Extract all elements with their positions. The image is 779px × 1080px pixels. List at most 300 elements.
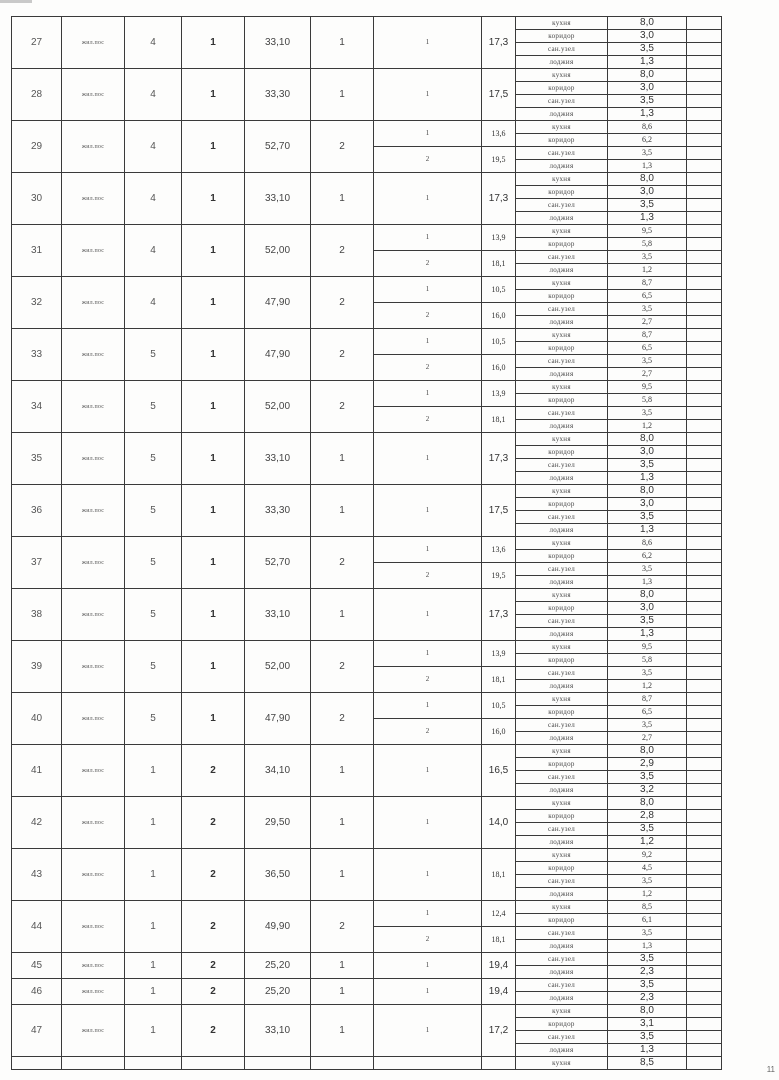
aux-room-area: 8,5 [608,1057,687,1070]
rooms-count-cell: 1 [311,589,374,641]
aux-room-area: 9,5 [608,641,687,654]
floor-cell: 4 [125,121,182,173]
table-row [12,173,722,186]
aux-room-name: сан.узел [516,95,608,108]
room-area-cell: 17,2 [482,1005,516,1057]
table-row [12,797,722,810]
aux-room-name: коридор [516,290,608,303]
empty-cell [687,602,722,615]
aux-room-area: 3,0 [608,446,687,459]
aux-room-area: 6,5 [608,706,687,719]
room-index-cell: 2 [374,251,482,277]
empty-cell [687,108,722,121]
section-cell: 1 [182,329,245,381]
aux-room-name: кухня [516,693,608,706]
floor-cell: 1 [125,979,182,1005]
room-index-cell: 1 [374,121,482,147]
empty-cell [125,1057,182,1070]
aux-room-name: кухня [516,121,608,134]
empty-cell [687,927,722,940]
aux-room-area: 3,5 [608,147,687,160]
aux-room-area: 3,5 [608,407,687,420]
room-index-cell: 2 [374,563,482,589]
section-cell: 1 [182,433,245,485]
aux-room-area: 3,5 [608,251,687,264]
aux-room-area: 1,2 [608,836,687,849]
aux-room-name: лоджия [516,472,608,485]
empty-cell [687,576,722,589]
aux-room-name: коридор [516,82,608,95]
aux-room-area: 9,2 [608,849,687,862]
aux-room-name: коридор [516,810,608,823]
aux-room-area: 1,2 [608,680,687,693]
apartment-number: 46 [12,979,62,1005]
room-area-cell: 10,5 [482,277,516,303]
empty-cell [687,797,722,810]
aux-room-name: сан.узел [516,979,608,992]
empty-cell [687,875,722,888]
aux-room-name: сан.узел [516,667,608,680]
aux-room-name: коридор [516,30,608,43]
rooms-count-cell: 1 [311,953,374,979]
empty-cell [687,1057,722,1070]
aux-room-area: 3,0 [608,498,687,511]
empty-cell [687,381,722,394]
room-area-cell: 17,5 [482,485,516,537]
aux-room-area: 1,3 [608,472,687,485]
aux-room-name: кухня [516,537,608,550]
empty-cell [687,342,722,355]
aux-room-area: 3,5 [608,563,687,576]
aux-room-name: лоджия [516,56,608,69]
aux-room-area: 4,5 [608,862,687,875]
table-row [12,537,722,550]
apartment-number: 27 [12,17,62,69]
section-cell: 2 [182,953,245,979]
aux-room-name: лоджия [516,420,608,433]
total-area-cell: 52,70 [245,537,311,589]
apartment-register-sheet [11,16,721,1070]
rooms-count-cell: 1 [311,485,374,537]
aux-room-area: 3,5 [608,953,687,966]
aux-room-name: кухня [516,901,608,914]
floor-cell: 1 [125,797,182,849]
empty-cell [687,147,722,160]
aux-room-area: 3,5 [608,719,687,732]
aux-room-name: коридор [516,654,608,667]
empty-cell [687,485,722,498]
section-cell: 1 [182,537,245,589]
aux-room-area: 3,2 [608,784,687,797]
total-area-cell: 34,10 [245,745,311,797]
empty-cell [687,134,722,147]
apartment-number: 40 [12,693,62,745]
aux-room-area: 5,8 [608,238,687,251]
rooms-count-cell: 1 [311,17,374,69]
aux-room-area: 3,5 [608,667,687,680]
aux-room-name: кухня [516,849,608,862]
empty-cell [687,368,722,381]
aux-room-area: 6,2 [608,134,687,147]
apartment-number: 37 [12,537,62,589]
aux-room-name: сан.узел [516,251,608,264]
table-row [12,17,722,30]
aux-room-name: сан.узел [516,1031,608,1044]
aux-room-name: лоджия [516,680,608,693]
section-cell: 1 [182,641,245,693]
empty-cell [687,628,722,641]
empty-cell [687,43,722,56]
empty-cell [687,667,722,680]
aux-room-area: 3,5 [608,875,687,888]
aux-room-area: 3,5 [608,199,687,212]
empty-cell [687,862,722,875]
aux-room-name: сан.узел [516,875,608,888]
section-cell: 2 [182,1005,245,1057]
aux-room-area: 1,3 [608,108,687,121]
empty-cell [687,225,722,238]
section-cell: 1 [182,121,245,173]
aux-room-area: 8,0 [608,589,687,602]
empty-cell [687,1044,722,1057]
rooms-count-cell: 2 [311,121,374,173]
aux-room-area: 8,5 [608,901,687,914]
table-row [12,121,722,134]
aux-room-area: 1,3 [608,56,687,69]
empty-cell [687,680,722,693]
total-area-cell: 25,20 [245,953,311,979]
aux-room-area: 1,3 [608,212,687,225]
aux-room-name: лоджия [516,940,608,953]
aux-room-name: кухня [516,1057,608,1070]
total-area-cell: 33,30 [245,485,311,537]
aux-room-area: 6,1 [608,914,687,927]
apartment-number: 44 [12,901,62,953]
aux-room-name: сан.узел [516,511,608,524]
aux-room-name: сан.узел [516,147,608,160]
aux-room-area: 2,7 [608,368,687,381]
section-cell: 2 [182,979,245,1005]
aux-room-name: сан.узел [516,43,608,56]
aux-room-area: 8,6 [608,537,687,550]
aux-room-name: кухня [516,277,608,290]
aux-room-area: 1,3 [608,524,687,537]
total-area-cell: 33,10 [245,173,311,225]
aux-room-area: 9,5 [608,381,687,394]
aux-room-name: коридор [516,602,608,615]
rooms-count-cell: 1 [311,849,374,901]
aux-room-name: коридор [516,550,608,563]
floor-cell: 1 [125,901,182,953]
empty-cell [687,511,722,524]
room-area-cell: 18,1 [482,407,516,433]
empty-cell [687,238,722,251]
empty-cell [687,615,722,628]
floor-cell: 5 [125,537,182,589]
rooms-count-cell: 1 [311,745,374,797]
apartment-number: 41 [12,745,62,797]
aux-room-area: 8,7 [608,329,687,342]
room-index-cell: 1 [374,173,482,225]
aux-room-area: 8,0 [608,797,687,810]
page-number: 11 [766,1065,775,1074]
aux-room-area: 3,5 [608,355,687,368]
empty-cell [687,433,722,446]
empty-cell [687,56,722,69]
apartment-number: 31 [12,225,62,277]
aux-room-name: кухня [516,381,608,394]
room-index-cell: 1 [374,17,482,69]
premise-type: жил.пос [62,173,125,225]
total-area-cell: 33,10 [245,589,311,641]
aux-room-area: 8,0 [608,433,687,446]
aux-room-name: лоджия [516,836,608,849]
aux-room-name: коридор [516,394,608,407]
premise-type: жил.пос [62,485,125,537]
aux-room-name: сан.узел [516,719,608,732]
empty-cell [687,459,722,472]
empty-cell [687,420,722,433]
empty-cell [687,407,722,420]
empty-cell [687,654,722,667]
apartment-number: 47 [12,1005,62,1057]
room-area-cell: 17,5 [482,69,516,121]
apartment-number: 36 [12,485,62,537]
rooms-count-cell: 2 [311,381,374,433]
room-area-cell: 18,1 [482,927,516,953]
aux-room-name: сан.узел [516,563,608,576]
aux-room-name: сан.узел [516,355,608,368]
room-index-cell: 2 [374,407,482,433]
empty-cell [687,316,722,329]
empty-cell [374,1057,482,1070]
section-cell: 1 [182,69,245,121]
aux-room-name: кухня [516,69,608,82]
apartment-number: 35 [12,433,62,485]
aux-room-area: 1,3 [608,576,687,589]
aux-room-area: 3,5 [608,43,687,56]
section-cell: 1 [182,225,245,277]
premise-type: жил.пос [62,433,125,485]
table-row [12,381,722,394]
empty-cell [687,537,722,550]
room-area-cell: 13,9 [482,381,516,407]
room-index-cell: 1 [374,693,482,719]
apartment-number: 42 [12,797,62,849]
empty-cell [687,966,722,979]
premise-type: жил.пос [62,849,125,901]
room-index-cell: 1 [374,69,482,121]
apartment-number: 45 [12,953,62,979]
room-index-cell: 2 [374,303,482,329]
room-area-cell: 10,5 [482,693,516,719]
section-cell: 1 [182,693,245,745]
total-area-cell: 47,90 [245,329,311,381]
aux-room-area: 3,0 [608,30,687,43]
aux-room-area: 1,2 [608,420,687,433]
premise-type: жил.пос [62,641,125,693]
empty-cell [62,1057,125,1070]
rooms-count-cell: 1 [311,979,374,1005]
aux-room-area: 3,5 [608,459,687,472]
premise-type: жил.пос [62,589,125,641]
room-index-cell: 2 [374,667,482,693]
empty-cell [687,784,722,797]
aux-room-name: кухня [516,589,608,602]
floor-cell: 4 [125,173,182,225]
room-index-cell: 1 [374,953,482,979]
aux-room-area: 3,5 [608,615,687,628]
room-index-cell: 1 [374,745,482,797]
total-area-cell: 47,90 [245,693,311,745]
table-row [12,329,722,342]
total-area-cell: 29,50 [245,797,311,849]
empty-cell [687,1005,722,1018]
aux-room-area: 3,5 [608,823,687,836]
aux-room-name: лоджия [516,316,608,329]
apartment-number: 32 [12,277,62,329]
apartment-number: 30 [12,173,62,225]
rooms-count-cell: 1 [311,69,374,121]
floor-cell: 5 [125,329,182,381]
apartment-number: 38 [12,589,62,641]
empty-cell [687,810,722,823]
table-row [12,979,722,992]
empty-cell [12,1057,62,1070]
room-area-cell: 12,4 [482,901,516,927]
aux-room-name: коридор [516,186,608,199]
section-cell: 2 [182,849,245,901]
empty-cell [687,30,722,43]
premise-type: жил.пос [62,745,125,797]
section-cell: 1 [182,589,245,641]
aux-room-area: 1,2 [608,888,687,901]
room-index-cell: 1 [374,797,482,849]
aux-room-area: 3,5 [608,927,687,940]
rooms-count-cell: 2 [311,641,374,693]
room-index-cell: 1 [374,225,482,251]
empty-cell [687,277,722,290]
aux-room-name: сан.узел [516,303,608,316]
floor-cell: 1 [125,953,182,979]
aux-room-area: 5,8 [608,654,687,667]
total-area-cell: 49,90 [245,901,311,953]
total-area-cell: 36,50 [245,849,311,901]
table-body [12,17,722,1070]
aux-room-name: кухня [516,173,608,186]
room-area-cell: 16,5 [482,745,516,797]
aux-room-area: 8,7 [608,277,687,290]
room-index-cell: 1 [374,329,482,355]
room-index-cell: 1 [374,381,482,407]
table-row [12,589,722,602]
room-index-cell: 2 [374,355,482,381]
aux-room-area: 8,7 [608,693,687,706]
rooms-count-cell: 1 [311,173,374,225]
aux-room-name: сан.узел [516,823,608,836]
empty-cell [687,95,722,108]
aux-room-area: 3,0 [608,186,687,199]
aux-room-name: коридор [516,446,608,459]
aux-room-area: 3,5 [608,979,687,992]
aux-room-area: 1,2 [608,264,687,277]
room-area-cell: 18,1 [482,849,516,901]
aux-room-name: сан.узел [516,407,608,420]
empty-cell [687,1031,722,1044]
aux-room-name: лоджия [516,966,608,979]
aux-room-name: кухня [516,641,608,654]
empty-cell [687,290,722,303]
aux-room-area: 3,5 [608,95,687,108]
aux-room-area: 1,3 [608,160,687,173]
aux-room-name: сан.узел [516,615,608,628]
table-row [12,849,722,862]
rooms-count-cell: 1 [311,1005,374,1057]
section-cell: 1 [182,17,245,69]
total-area-cell: 52,00 [245,641,311,693]
total-area-cell: 33,10 [245,17,311,69]
aux-room-area: 3,5 [608,303,687,316]
floor-cell: 5 [125,381,182,433]
aux-room-name: лоджия [516,992,608,1005]
aux-room-name: коридор [516,1018,608,1031]
rooms-count-cell: 2 [311,225,374,277]
room-area-cell: 16,0 [482,719,516,745]
rooms-count-cell: 2 [311,277,374,329]
empty-cell [687,251,722,264]
table-row [12,693,722,706]
aux-room-area: 8,0 [608,173,687,186]
premise-type: жил.пос [62,225,125,277]
aux-room-name: лоджия [516,368,608,381]
room-area-cell: 13,6 [482,537,516,563]
empty-cell [687,355,722,368]
room-area-cell: 13,9 [482,225,516,251]
floor-cell: 5 [125,693,182,745]
empty-cell [687,160,722,173]
aux-room-area: 5,8 [608,394,687,407]
empty-cell [687,706,722,719]
premise-type: жил.пос [62,953,125,979]
empty-cell [687,563,722,576]
premise-type: жил.пос [62,1005,125,1057]
rooms-count-cell: 2 [311,693,374,745]
aux-room-name: сан.узел [516,927,608,940]
aux-room-name: коридор [516,238,608,251]
table-row [12,953,722,966]
aux-room-name: кухня [516,225,608,238]
empty-cell [687,953,722,966]
scan-edge-mark [0,0,32,3]
section-cell: 2 [182,901,245,953]
aux-room-name: коридор [516,134,608,147]
premise-type: жил.пос [62,277,125,329]
empty-cell [687,82,722,95]
floor-cell: 5 [125,589,182,641]
premise-type: жил.пос [62,17,125,69]
apartment-number: 34 [12,381,62,433]
empty-cell [687,888,722,901]
table-row [12,745,722,758]
premise-type: жил.пос [62,329,125,381]
aux-room-name: кухня [516,433,608,446]
aux-room-name: лоджия [516,108,608,121]
empty-cell [687,940,722,953]
empty-cell [687,303,722,316]
total-area-cell: 52,70 [245,121,311,173]
aux-room-name: лоджия [516,888,608,901]
section-cell: 1 [182,277,245,329]
